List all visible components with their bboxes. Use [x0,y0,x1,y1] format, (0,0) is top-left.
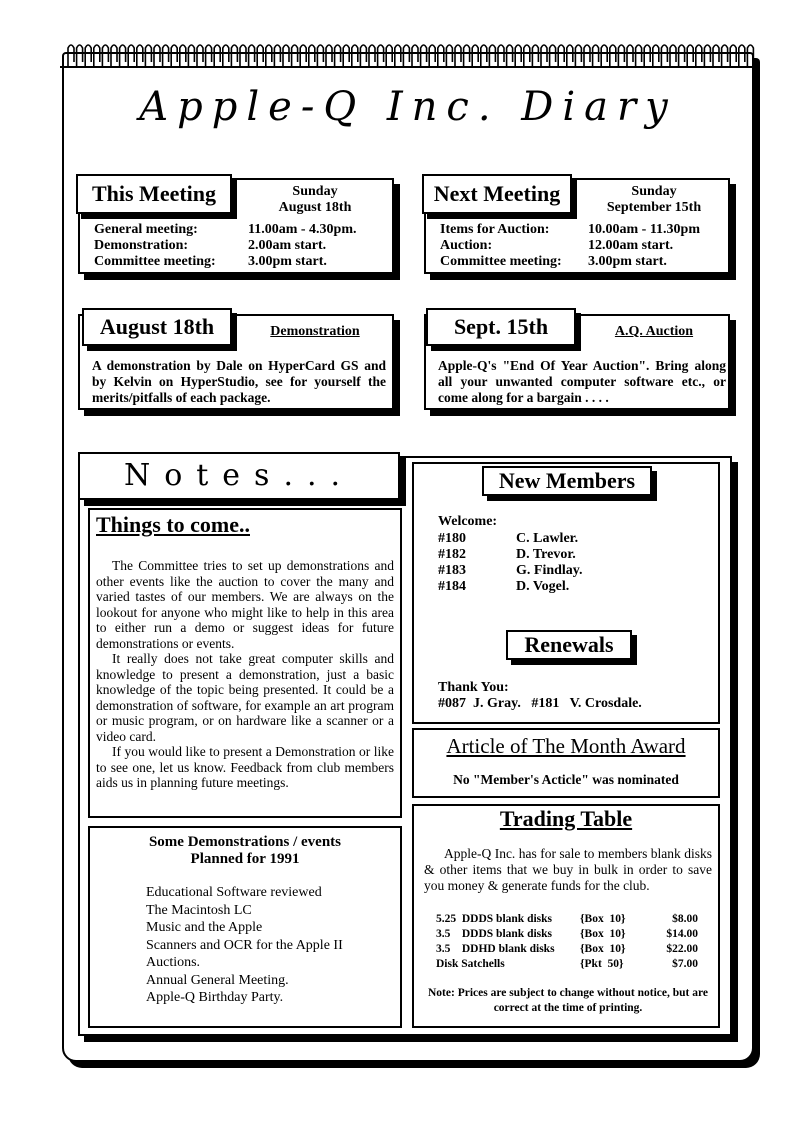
spiral-coil [507,45,513,67]
price-item: Disk Satchells [436,958,505,970]
spiral-coil [223,45,229,67]
price-row [436,912,704,927]
list-item [438,563,698,579]
list-item: Annual General Meeting. [146,972,289,988]
schedule-row [94,222,390,238]
paragraph: The Committee tries to set up demonstrations and other events like the auction to cover the many and varied tastes of our members. We are always on the lookout for anyone who might like to help in this area to either run a demo or suggest ideas for future demonstrations or events. [96,558,394,651]
paragraph: If you would like to present a Demonstration or like to see one, let us know. Feedback from club members aids us in planning future meetings. [96,744,394,790]
schedule-row [440,254,730,270]
member-name: C. Lawler. [516,531,579,546]
this-meeting-heading: This Meeting [76,174,232,214]
award-heading: Article of The Month Award [446,734,686,758]
list-item: Auctions. [146,955,201,970]
price-pack: {Box 10} [580,913,626,925]
spiral-coil [644,45,650,67]
schedule-value: 2.00am start. [248,238,327,253]
spiral-coil [739,45,745,67]
spiral-coil [309,45,315,67]
price-value: $8.00 [672,913,698,925]
schedule-label: Items for Auction: [440,222,550,237]
spiral-coil [472,45,478,67]
spiral-coil [386,45,392,67]
spiral-coil [558,45,564,67]
price-row [436,927,704,942]
spiral-coil [68,45,74,67]
spiral-coil [403,45,409,67]
list-item: The Macintosh LC [146,902,252,918]
spiral-coil [498,45,504,67]
spiral-coil [163,45,169,67]
spiral-coil [687,45,693,67]
spiral-coil [696,45,702,67]
schedule-row [94,254,390,270]
spiral-coil [541,45,547,67]
spiral-coil [257,45,263,67]
spiral-coil [274,45,280,67]
notes-title: Notes... [78,452,400,500]
member-number: #180 [438,531,466,546]
spiral-coil [515,45,521,67]
spiral-coil [713,45,719,67]
spiral-coil [670,45,676,67]
price-value: $14.00 [666,928,698,940]
this-meeting-schedule [94,222,390,270]
spiral-binding [60,40,760,70]
aug-event-heading: August 18th [82,308,232,346]
spiral-coil [326,45,332,67]
spiral-coil [120,45,126,67]
spiral-coil [231,45,237,67]
spiral-coil [335,45,341,67]
price-pack: {Box 10} [580,943,626,955]
spiral-coil [429,45,435,67]
spiral-coil [438,45,444,67]
list-item [438,531,698,547]
price-value: $7.00 [672,958,698,970]
price-item: 5.25 DDDS blank disks [436,913,553,925]
spiral-coil [704,45,710,67]
member-name: D. Vogel. [516,579,570,594]
price-pack: {Box 10} [580,928,626,940]
schedule-label: Committee meeting: [94,254,216,269]
spiral-coil [378,45,384,67]
schedule-label: Auction: [440,238,493,253]
next-meeting-heading: Next Meeting [422,174,572,214]
spiral-coil [412,45,418,67]
this-meeting-day: Sunday [292,184,338,199]
spiral-coil [524,45,530,67]
spiral-coil [421,45,427,67]
next-meeting-day: Sunday [631,184,677,199]
spiral-coil [455,45,461,67]
planned-events-list [146,884,396,1007]
spiral-coil [249,45,255,67]
price-value: $22.00 [666,943,698,955]
spiral-coil [593,45,599,67]
spiral-coil [240,45,246,67]
list-item [438,579,698,595]
spiral-coil [481,45,487,67]
sept-event-text: Apple-Q's "End Of Year Auction". Bring along all your unwanted computer software etc., or come along for a bargain . . . . [438,358,726,405]
sept-event-tag: A.Q. Auction [614,324,694,339]
spiral-coil [188,45,194,67]
trading-table-heading: Trading Table [499,806,633,831]
spiral-coil [446,45,452,67]
spiral-coil [730,45,736,67]
schedule-label: Committee meeting: [440,254,562,269]
schedule-row [440,222,730,238]
spiral-coil [679,45,685,67]
list-item: Apple-Q Birthday Party. [146,990,284,1005]
spiral-coil [610,45,616,67]
member-name: D. Trevor. [516,547,576,562]
spiral-coil [145,45,151,67]
new-members-list [438,531,698,595]
trading-note: Note: Prices are subject to change without notice, but are correct at the time of printing. [428,987,708,1014]
spiral-coil [464,45,470,67]
price-item: 3.5 DDHD blank disks [436,943,555,955]
spiral-coil [154,45,160,67]
spiral-coil [317,45,323,67]
spiral-coil [77,45,83,67]
schedule-value: 3.00pm start. [588,254,667,269]
award-text: No "Member's Acticle" was nominated [453,772,679,787]
things-to-come-heading: Things to come.. [96,512,250,537]
spiral-coil [128,45,134,67]
member-number: #183 [438,563,466,578]
spiral-coil [292,45,298,67]
price-item: 3.5 DDDS blank disks [436,928,553,940]
spiral-coil [567,45,573,67]
price-list [436,912,704,972]
page-title: Apple-Q Inc. Diary [139,84,677,130]
spiral-coil [661,45,667,67]
spiral-coil [722,45,728,67]
things-to-come-text [96,558,394,791]
spiral-coil [601,45,607,67]
renewals-list: #087 J. Gray. #181 V. Crosdale. [438,696,642,711]
schedule-value: 10.00am - 11.30pm [588,222,700,237]
sept-event-heading: Sept. 15th [426,308,576,346]
schedule-label: Demonstration: [94,238,189,253]
spiral-coil [180,45,186,67]
price-pack: {Pkt 50} [580,958,624,970]
list-item: Music and the Apple [146,920,263,935]
spiral-coil [171,45,177,67]
spiral-coil [266,45,272,67]
spiral-coil [197,45,203,67]
spiral-coil [94,45,100,67]
spiral-coil [360,45,366,67]
list-item: Scanners and OCR for the Apple II [146,937,343,953]
member-number: #182 [438,547,466,562]
price-row [436,942,704,957]
spiral-coil [214,45,220,67]
thank-you-label: Thank You: [438,680,509,695]
spiral-coil [352,45,358,67]
spiral-coil [575,45,581,67]
welcome-label: Welcome: [438,514,498,529]
aug-event-text: A demonstration by Dale on HyperCard GS and by Kelvin on HyperStudio, see for yourself the merits/pitfalls of each package. [92,358,386,405]
schedule-row [94,238,390,254]
schedule-label: General meeting: [94,222,198,237]
schedule-row [440,238,730,254]
schedule-value: 3.00pm start. [248,254,327,269]
next-meeting-schedule [440,222,730,270]
spiral-coil [627,45,633,67]
aug-event-tag: Demonstration [270,324,360,339]
paragraph: It really does not take great computer skills and knowledge to present a demonstration, just a basic knowledge of the topic being presented. It could be a demonstration of software, for example an art program or music program, or on hardware like a scanner or a video card. [96,651,394,744]
spiral-coil [636,45,642,67]
schedule-value: 12.00am start. [588,238,674,253]
spiral-coil [653,45,659,67]
spiral-coil [206,45,212,67]
spiral-coil [395,45,401,67]
trading-intro: Apple-Q Inc. has for sale to members blank disks & other items that we buy in bulk in order to save you money & generate funds for the club. [424,846,712,893]
spiral-coil [532,45,538,67]
spiral-coil [550,45,556,67]
spiral-coil [137,45,143,67]
spiral-coil [343,45,349,67]
spiral-coil [369,45,375,67]
spiral-coil [85,45,91,67]
spiral-coil [283,45,289,67]
spiral-coil [747,45,753,67]
planned-events-year: Planned for 1991 [190,851,300,867]
renewals-heading: Renewals [506,630,632,660]
spiral-coil [584,45,590,67]
member-number: #184 [438,579,466,594]
spiral-coil [300,45,306,67]
price-row [436,957,704,972]
spiral-coil [102,45,108,67]
this-meeting-date: August 18th [278,200,352,215]
new-members-heading: New Members [482,466,652,496]
spiral-coil [618,45,624,67]
list-item: Educational Software reviewed [146,885,322,900]
list-item [438,547,698,563]
spiral-coil [489,45,495,67]
next-meeting-date: September 15th [606,200,702,215]
member-name: G. Findlay. [516,563,583,578]
planned-events-heading: Some Demonstrations / events [148,834,342,850]
spiral-coil [111,45,117,67]
schedule-value: 11.00am - 4.30pm. [248,222,357,237]
